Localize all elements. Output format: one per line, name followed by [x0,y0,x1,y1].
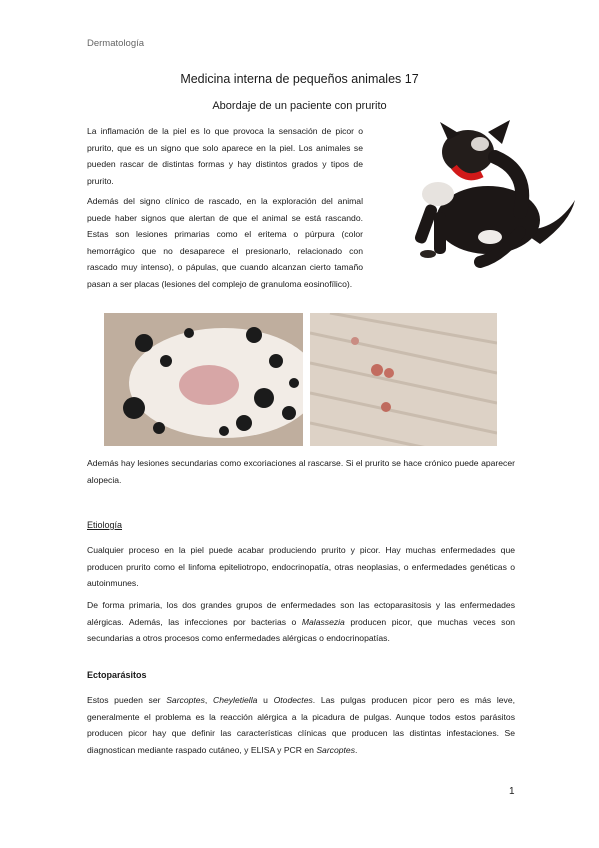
paragraph-secondary-lesions: Además hay lesiones secundarias como excoriaciones al rascarse. Si el prurito se hace crónico puede aparecer alopecia. [87,458,515,485]
paragraph-ectoparasites: Estos pueden ser Sarcoptes, Cheyletiella u Otodectes. Las pulgas producen picor pero es más leve, generalmente el problema es la reacción alérgica a la picadura de pulgas. Aunque todos estos parásitos producen picor hay que definir las características clínicas que producen las distintas infestaciones. Se diagnostican mediante raspado cutáneo, y ELISA y PCR en Sarcoptes. [87,695,515,755]
page-number: 1 [509,786,515,797]
paragraph-intro: La inflamación de la piel es lo que provoca la sensación de picor o prurito, que es un signo que solo aparece en la piel. Los animales se pueden rascar de distintas formas y hay distintos grados y tipos de prurito. [87,126,363,186]
papules-closeup-photo [310,313,497,446]
page-subtitle: Abordaje de un paciente con prurito [212,100,387,112]
paragraph-primary-groups: De forma primaria, los dos grandes grupos de enfermedades son las ectoparasitosis y las enfermedades alérgicas. Además, las infecciones por bacterias o Malassezia producen picor, que muchas veces son secundarias a otros procesos como enfermedades alérgicas o endocrinopatías. [87,600,516,643]
dog-scratching-photo [370,112,580,282]
paragraph-etiology: Cualquier proceso en la piel puede acabar produciendo prurito y picor. Hay muchas enfermedades que producen prurito como el linfoma epiteliotropo, endocrinopatía, otras neoplasias, o enfermedades genéticas o autoinmunes. [87,545,515,588]
dalmatian-belly-photo [104,313,303,446]
section-heading-ectoparasitos: Ectoparásitos [87,670,147,680]
page-title: Medicina interna de pequeños animales 17 [180,72,419,86]
section-heading-etiologia: Etiología [87,520,123,530]
paragraph-signs: Además del signo clínico de rascado, en la exploración del animal puede haber signos que alertan de que el animal se está rascando. Estas son lesiones primarias como el eritema o púrpura (color hemorrágico que no desaparece el presionarlo, relacionado con rascado muy intenso), o pápulas, que cuando alcanzan cierto tamaño pasan a ser placas (lesiones del complejo de granuloma eosinofílico). [87,196,363,289]
running-header: Dermatología [87,38,145,49]
